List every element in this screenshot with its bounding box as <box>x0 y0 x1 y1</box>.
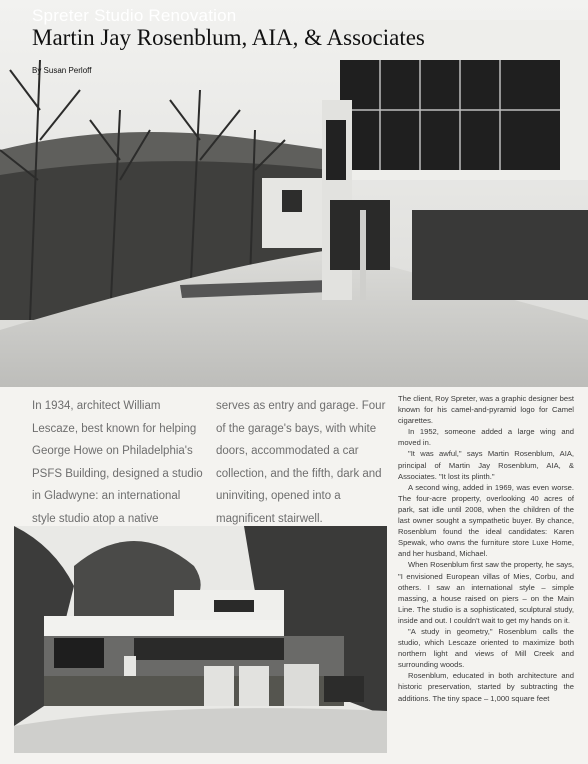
pull-quote-column-2: serves as entry and garage. Four of the garage's bays, with white doors, accommodated a car collection, and the fifth, dark and uninviting, opened into a magnificent stairwell. <box>216 400 386 525</box>
article-title: Martin Jay Rosenblum, AIA, & Associates <box>32 25 425 50</box>
body-paragraph: "A study in geometry," Rosenblum calls the studio, which Lescaze oriented to maximize both northern light and views of Mill Creek and surrounding woods. <box>398 626 574 670</box>
section-title: Spreter Studio Renovation <box>32 6 237 25</box>
pull-quote-column-1: In 1934, architect William Lescaze, best known for helping George Howe on Philadelphia's PSFS Building, designed a studio in Gladwyne: an international style studio atop a native <box>32 400 203 525</box>
byline: By Susan Perloff <box>32 66 92 75</box>
inset-photo-drawing <box>14 526 387 753</box>
body-paragraph: When Rosenblum first saw the property, he says, "I envisioned European villas of Mies, Corbu, and others. I saw an international style – simple massing, a house raised on piers – on the Main Line. The studio is a sophisticated, sculptural study, inside and out. I couldn't wait to get my hands on it. <box>398 560 574 625</box>
body-paragraph: "It was awful," says Martin Rosenblum, AIA, principal of Martin Jay Rosenblum, AIA, & Associates. "It lost its plinth." <box>398 449 574 481</box>
headline <box>32 6 425 50</box>
body-paragraph: In 1952, someone added a large wing and moved in. <box>398 427 574 448</box>
inset-photo <box>14 526 387 753</box>
body-paragraph: A second wing, added in 1969, was even worse. The four-acre property, overlooking 40 acres of park, sat idle until 2008, when the children of the last owner sought a sympathetic buyer. By chance, Rosenblum found the ideal candidates: Karen Spewak, who owns the furniture store Luxe Home, and her husband, Michael. <box>398 482 574 559</box>
body-paragraph: Rosenblum, educated in both architecture and historic preservation, started by subtracting the additions. The tiny space – 1,000 square feet <box>398 671 574 703</box>
article-body <box>398 393 574 704</box>
body-paragraph: The client, Roy Spreter, was a graphic designer best known for his camel-and-pyramid logo for Camel cigarettes. <box>398 394 575 426</box>
